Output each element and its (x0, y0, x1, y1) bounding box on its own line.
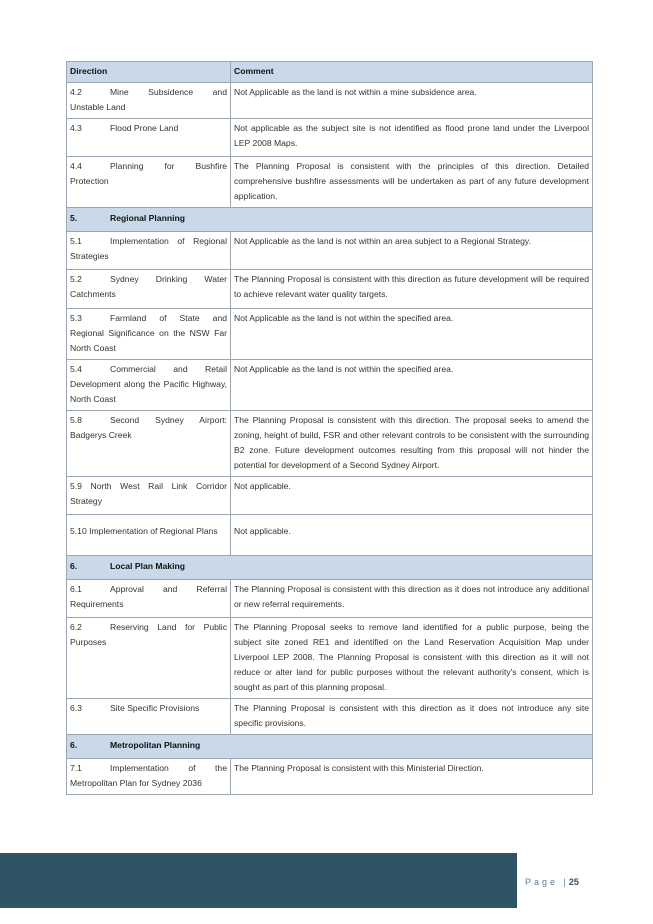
direction-cell (67, 618, 231, 699)
comment-cell: The Planning Proposal is consistent with this direction. The proposal seeks to amend the zoning, height of build, FSR and other relevant controls to be consistent with the surrounding B2 zone. Future development outcomes resulting from this proposal will not hinder the potential for development of a Second Sydney Airport. (231, 411, 593, 477)
direction-number: 6.2 (70, 622, 82, 632)
table-row (67, 618, 593, 699)
directions-table (66, 61, 593, 795)
comment-cell: The Planning Proposal seeks to remove land identified for a public purpose, being the subject site zoned RE1 and identified on the Land Reservation Acquisition Map under Liverpool LEP 2008. The Planning Proposal is consistent with this direction as it will not reduce or alter land for public purposes without the relevant authority's consent, which is sought as part of this planning proposal. (231, 618, 593, 699)
table-row (67, 411, 593, 477)
section-header-regional-planning (67, 208, 593, 232)
direction-number: 7.1 (70, 763, 82, 773)
table-header-row (67, 62, 593, 83)
direction-text: Sydney Drinking Water Catchments (70, 274, 227, 299)
comment-cell: Not applicable as the subject site is not identified as flood prone land under the Liverpool LEP 2008 Maps. (231, 119, 593, 157)
section-header-local-plan-making (67, 556, 593, 580)
direction-cell (67, 157, 231, 208)
direction-text: Reserving Land for Public Purposes (70, 622, 227, 647)
direction-number: 5.3 (70, 313, 82, 323)
comment-cell: The Planning Proposal is consistent with this direction as it does not introduce any additional or new referral requirements. (231, 580, 593, 618)
header-comment: Comment (231, 62, 593, 83)
table-row (67, 515, 593, 556)
table-row (67, 360, 593, 411)
page-number-label (525, 877, 579, 887)
table-row (67, 759, 593, 795)
direction-cell (67, 580, 231, 618)
table-row (67, 232, 593, 270)
section-title-cell (67, 735, 593, 759)
comment-cell: Not Applicable as the land is not within the specified area. (231, 360, 593, 411)
table-row (67, 270, 593, 309)
direction-text: Second Sydney Airport: Badgerys Creek (70, 415, 227, 440)
comment-cell: The Planning Proposal is consistent with this Ministerial Direction. (231, 759, 593, 795)
section-title: Regional Planning (110, 213, 185, 223)
table-row (67, 699, 593, 735)
section-number: 6. (70, 740, 78, 750)
direction-number: 4.4 (70, 161, 82, 171)
direction-cell (67, 699, 231, 735)
direction-cell (67, 83, 231, 119)
table-row (67, 580, 593, 618)
footer-bar (0, 853, 517, 908)
comment-cell: Not Applicable as the land is not within a mine subsidence area. (231, 83, 593, 119)
table-row (67, 157, 593, 208)
section-title: Local Plan Making (110, 561, 185, 571)
section-header-metropolitan-planning (67, 735, 593, 759)
direction-cell (67, 270, 231, 309)
direction-number: 6.3 (70, 703, 82, 713)
direction-cell (67, 411, 231, 477)
section-title: Metropolitan Planning (110, 740, 201, 750)
direction-text: Mine Subsidence and Unstable Land (70, 87, 227, 112)
table-row (67, 83, 593, 119)
comment-cell: The Planning Proposal is consistent with the principles of this direction. Detailed comprehensive bushfire assessments will be undertaken as part of any future development application. (231, 157, 593, 208)
page-number: 25 (568, 877, 579, 887)
section-title-cell (67, 208, 593, 232)
direction-cell (67, 309, 231, 360)
direction-cell (67, 119, 231, 157)
direction-cell: 5.9 North West Rail Link Corridor Strategy (67, 477, 231, 515)
table-row (67, 119, 593, 157)
direction-number: 6.1 (70, 584, 82, 594)
section-title-cell (67, 556, 593, 580)
direction-number: 5.2 (70, 274, 82, 284)
comment-cell: The Planning Proposal is consistent with this direction as future development will be required to achieve relevant water quality targets. (231, 270, 593, 309)
direction-cell (67, 360, 231, 411)
direction-cell (67, 232, 231, 270)
direction-text: Approval and Referral Requirements (70, 584, 227, 609)
direction-cell: 5.10 Implementation of Regional Plans (67, 515, 231, 556)
direction-text: Implementation of Regional Strategies (70, 236, 227, 261)
direction-cell (67, 759, 231, 795)
header-direction: Direction (67, 62, 231, 83)
direction-text: Site Specific Provisions (110, 703, 200, 713)
direction-number: 5.8 (70, 415, 82, 425)
page-separator: | (563, 877, 566, 887)
direction-text: Flood Prone Land (110, 123, 179, 133)
direction-text: Farmland of State and Regional Significance on the NSW Far North Coast (70, 313, 227, 353)
page-word: Page (525, 877, 559, 887)
direction-number: 5.1 (70, 236, 82, 246)
direction-text: Commercial and Retail Development along the Pacific Highway, North Coast (70, 364, 227, 404)
direction-number: 4.3 (70, 123, 82, 133)
section-number: 6. (70, 561, 78, 571)
comment-cell: Not Applicable as the land is not within the specified area. (231, 309, 593, 360)
table-row (67, 477, 593, 515)
comment-cell: Not applicable. (231, 477, 593, 515)
comment-cell: Not Applicable as the land is not within an area subject to a Regional Strategy. (231, 232, 593, 270)
direction-number: 5.4 (70, 364, 82, 374)
section-number: 5. (70, 213, 78, 223)
table-row (67, 309, 593, 360)
comment-cell: Not applicable. (231, 515, 593, 556)
direction-number: 4.2 (70, 87, 82, 97)
direction-text: Implementation of the Metropolitan Plan for Sydney 2036 (70, 763, 227, 788)
direction-text: Planning for Bushfire Protection (70, 161, 227, 186)
comment-cell: The Planning Proposal is consistent with this direction as it does not introduce any site specific provisions. (231, 699, 593, 735)
